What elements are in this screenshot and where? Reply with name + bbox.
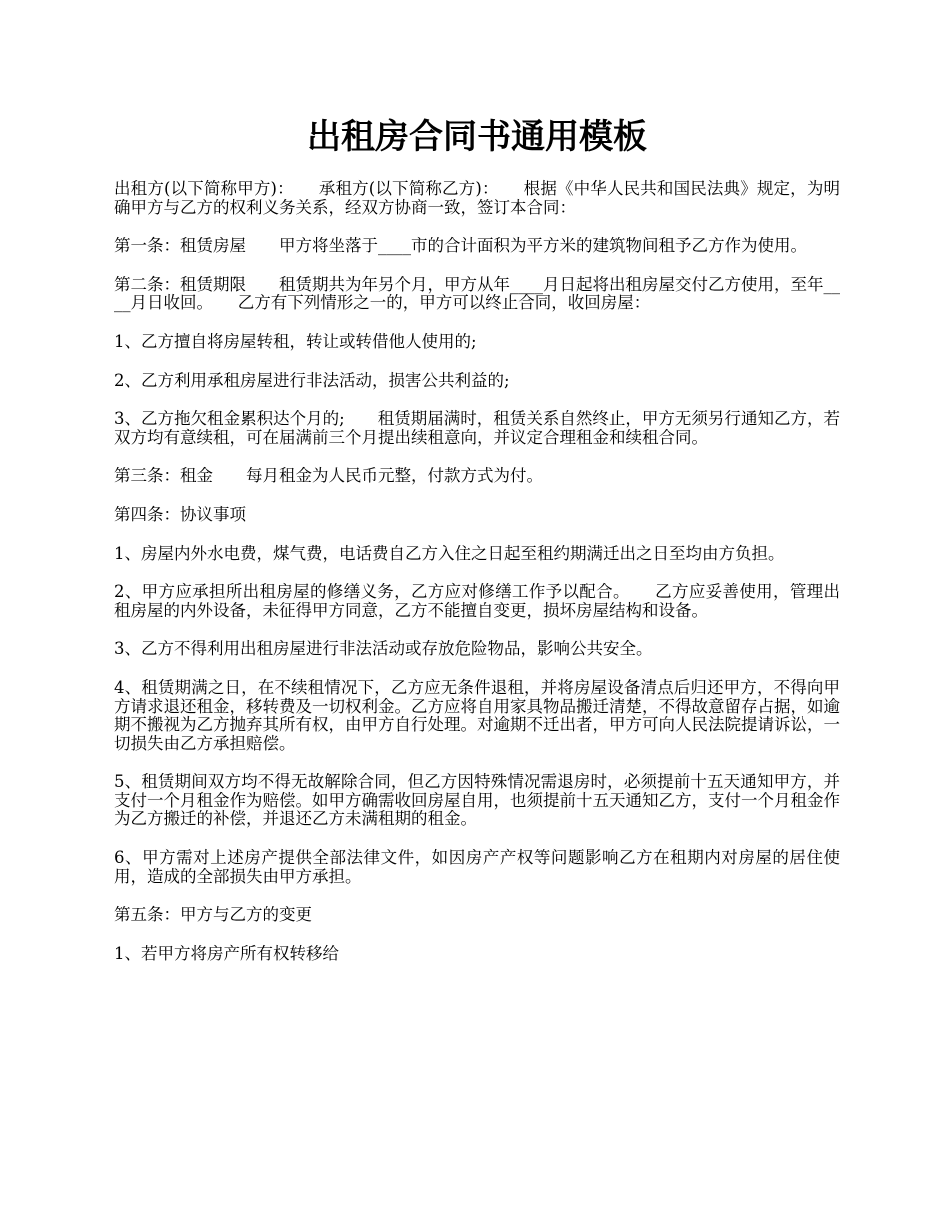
- paragraph-item: 3、乙方不得利用出租房屋进行非法活动或存放危险物品，影响公共安全。: [114, 639, 653, 659]
- paragraph-item: 1、乙方擅自将房屋转租，转让或转借他人使用的;: [114, 331, 477, 351]
- paragraph-item: 1、若甲方将房产所有权转移给: [114, 943, 339, 963]
- paragraph-item: 2、甲方应承担所出租房屋的修缮义务，乙方应对修缮工作予以配合。 乙方应妥善使用，管理出租房屋的内外设备，未征得甲方同意，乙方不能擅自变更，损坏房屋结构和设备。: [114, 582, 840, 620]
- paragraph-item: 5、租赁期间双方均不得无故解除合同，但乙方因特殊情况需退房时，必须提前十五天通知甲方，并支付一个月租金作为赔偿。如甲方确需收回房屋自用，也须提前十五天通知乙方，支付一个月租金作为乙方搬迁的补偿，并退还乙方未满租期的租金。: [114, 772, 840, 829]
- paragraph-item: 6、甲方需对上述房产提供全部法律文件，如因房产产权等问题影响乙方在租期内对房屋的居住使用，造成的全部损失由甲方承担。: [114, 848, 840, 886]
- paragraph-article-4: 第四条：协议事项: [114, 504, 246, 524]
- paragraph-article-3: 第三条：租金 每月租金为人民币元整，付款方式为付。: [114, 466, 543, 486]
- paragraph-article-5: 第五条：甲方与乙方的变更: [114, 905, 312, 925]
- document-title: 出租房合同书通用模板: [307, 117, 647, 157]
- paragraph-preamble: 出租方(以下简称甲方)： 承租方(以下简称乙方)： 根据《中华人民共和国民法典》规定，为明确甲方与乙方的权利义务关系，经双方协商一致，签订本合同：: [114, 179, 840, 217]
- paragraph-item: 1、房屋内外水电费，煤气费，电话费自乙方入住之日起至租约期满迁出之日至均由方负担。: [114, 543, 785, 563]
- paragraph-item: 4、租赁期满之日，在不续租情况下，乙方应无条件退租，并将房屋设备清点后归还甲方，不得向甲方请求退还租金，移转费及一切权利金。乙方应将自用家具物品搬迁清楚，不得故意留存占据，如逾期不搬视为乙方抛弃其所有权，由甲方自行处理。对逾期不迁出者，甲方可向人民法院提请诉讼，一切损失由乙方承担赔偿。: [114, 677, 840, 753]
- paragraph-item: 3、乙方拖欠租金累积达个月的; 租赁期届满时，租赁关系自然终止，甲方无须另行通知乙方，若双方均有意续租，可在届满前三个月提出续租意向，并议定合理租金和续租合同。: [114, 409, 840, 447]
- document-page: [114, 0, 840, 1230]
- paragraph-item: 2、乙方利用承租房屋进行非法活动，损害公共利益的;: [114, 370, 510, 390]
- paragraph-article-1: 第一条：租赁房屋 甲方将坐落于____市的合计面积为平方米的建筑物间租予乙方作为使用。: [114, 236, 807, 256]
- paragraph-article-2: 第二条：租赁期限 租赁期共为年另个月，甲方从年____月日起将出租房屋交付乙方使用，至年____月日收回。 乙方有下列情形之一的，甲方可以终止合同，收回房屋：: [114, 274, 840, 313]
- document-body: [114, 180, 840, 983]
